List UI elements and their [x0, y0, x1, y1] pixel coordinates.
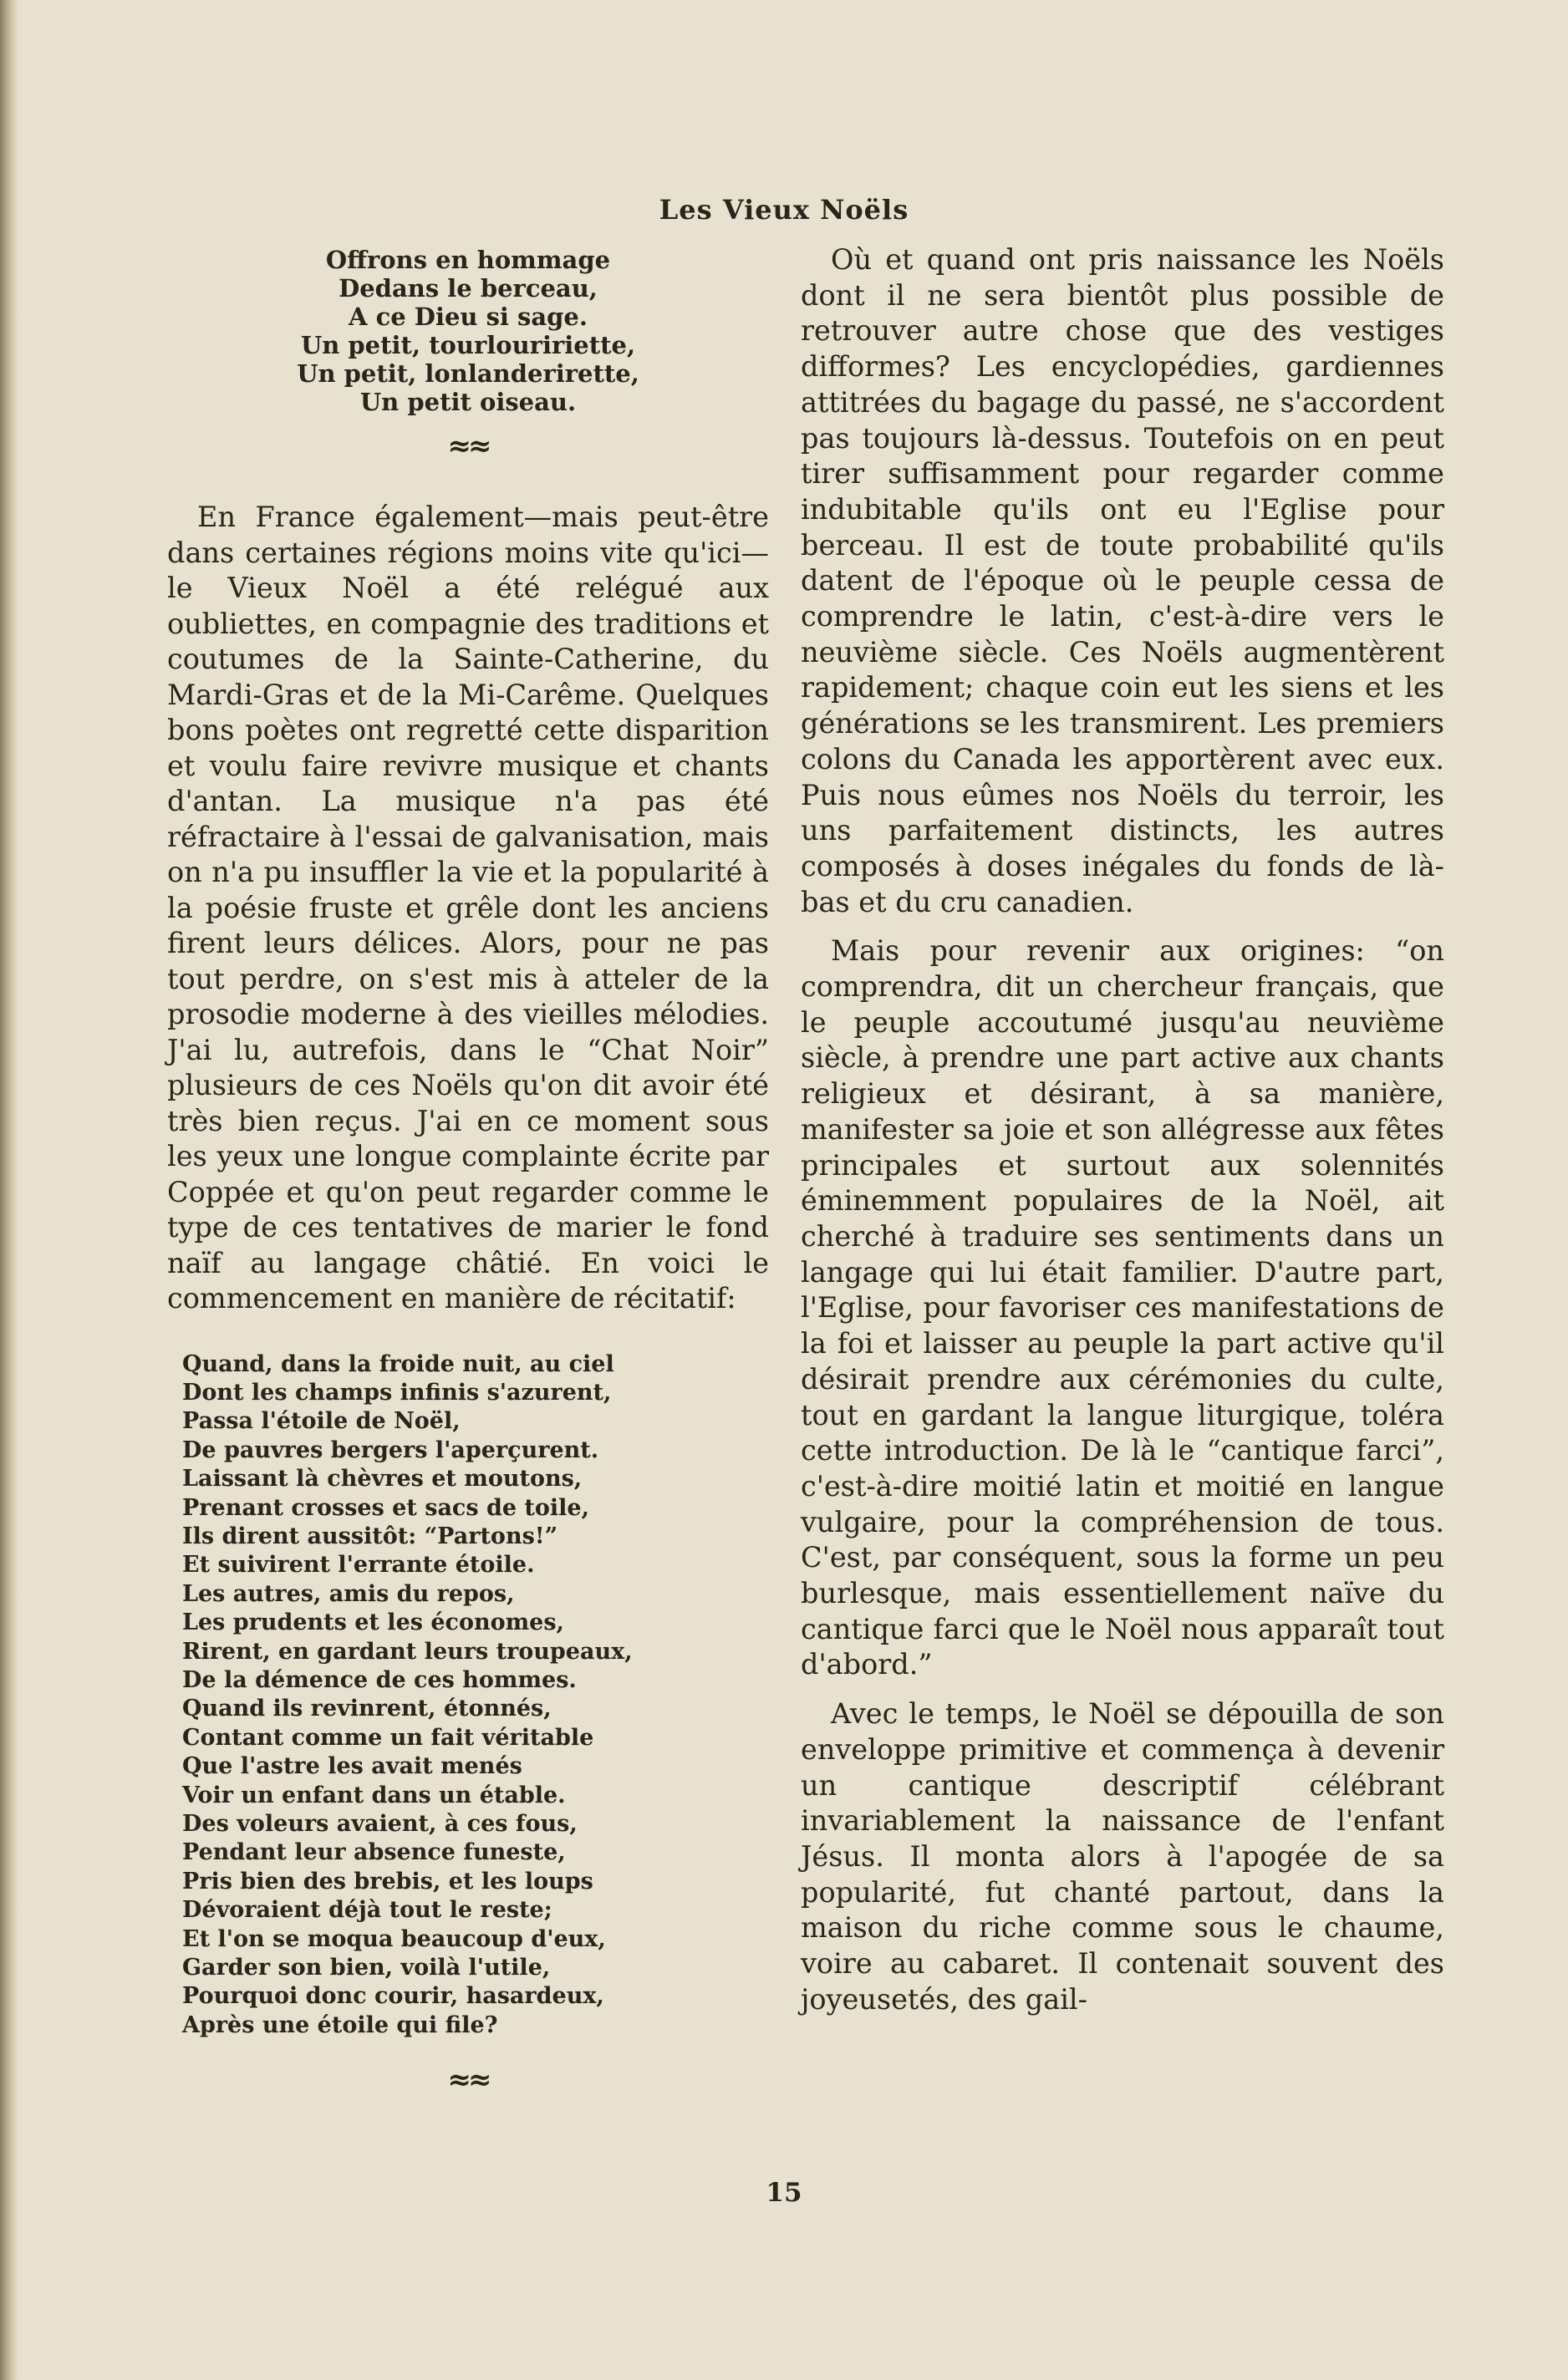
verse-line: De la démence de ces hommes. — [182, 1666, 577, 1693]
verse-line: Un petit, lonlanderirette, — [297, 359, 639, 388]
page-binding-edge — [0, 0, 18, 2380]
verse-line: Quand ils revinrent, étonnés, — [182, 1696, 552, 1722]
verse-line: Les autres, amis du repos, — [182, 1580, 515, 1607]
body-paragraph: Mais pour revenir aux origines: “on comprendra, dit un chercheur français, que le peuple accoutumé jusqu'au neuvième siècle, à prendre une part active aux chants religieux et désirant, à sa manière, manifester sa joie et son allégresse aux fêtes principales et surtout aux solennités éminemment populaires de la Noël, ait cherché à traduire ses sentiments dans un langage qui lui était familier. D'autre part, l'Eglise, pour favoriser ces manifestations de la foi et laisser au peuple la part active qu'il désirait prendre aux cérémonies du culte, tout en gardant la langue liturgique, toléra cette introduction. De là le “cantique farci”, c'est-à-dire moitié latin et moitié en langue vulgaire, pour la compréhension de tous. C'est, par conséquent, sous la forme un peu burlesque, mais essentiellement naïve du cantique farci que le Noël nous apparaît tout d'abord.” — [801, 934, 1444, 1681]
verse-line: Voir un enfant dans un étable. — [182, 1782, 566, 1808]
verse-line: Laissant là chèvres et moutons, — [182, 1466, 583, 1493]
verse-line: Garder son bien, voilà l'utile, — [182, 1955, 551, 1981]
verse-line: Passa l'étoile de Noël, — [182, 1408, 461, 1435]
verse-line: Contant comme un fait véritable — [182, 1724, 594, 1751]
verse-line: Dedans le berceau, — [339, 274, 598, 303]
verse-line: Dévoraient déjà tout le reste; — [182, 1897, 552, 1924]
ornament-divider: ≈≈ — [447, 2063, 489, 2098]
ornament-divider: ≈≈ — [447, 430, 489, 463]
verse-line: Les prudents et les économes, — [182, 1610, 564, 1636]
running-title: Les Vieux Noëls — [659, 194, 909, 226]
coppee-verse — [167, 1350, 769, 2041]
verse-line: Pendant leur absence funeste, — [182, 1839, 566, 1866]
left-column — [167, 242, 769, 2097]
opening-verse — [167, 242, 769, 416]
verse-line: Un petit oiseau. — [359, 388, 577, 416]
body-paragraph: Où et quand ont pris naissance les Noëls dont il ne sera bientôt plus possible de retrouver autre chose que des vestiges difformes? Les encyclopédies, gardiennes attitrées du bagage du passé, ne s'accordent pas toujours là-dessus. Toutefois on en peut tirer suffisamment pour regarder comme indubitable qu'ils ont eu l'Eglise pour berceau. Il est de toute probabilité qu'ils datent de l'époque où le peuple cessa de comprendre le latin, c'est-à-dire vers le neuvième siècle. Ces Noëls augmentèrent rapidement; chaque coin eut les siens et les générations se les transmirent. Les premiers colons du Canada les apportèrent avec eux. Puis nous eûmes nos Noëls du terroir, les uns parfaitement distincts, les autres composés à doses inégales du fonds de là-bas et du cru canadien. — [801, 243, 1444, 918]
page-number: 15 — [766, 2178, 802, 2208]
verse-line: Que l'astre les avait menés — [182, 1753, 522, 1780]
verse-line: Ils dirent aussitôt: “Partons!” — [182, 1523, 558, 1549]
body-paragraph: Avec le temps, le Noël se dépouilla de son enveloppe primitive et commença à devenir un cantique descriptif célébrant invariablement la naissance de l'enfant Jésus. Il monta alors à l'apogée de sa popularité, fut chanté partout, dans la maison du riche comme sous le chaume, voire au cabaret. Il contenait souvent des joyeusetés, des gail- — [801, 1697, 1444, 2016]
body-paragraph: En France également—mais peut-être dans certaines régions moins vite qu'ici—le Vieux Noël a été relégué aux oubliettes, en compagnie des traditions et coutumes de la Sainte-Catherine, du Mardi-Gras et de la Mi-Carême. Quelques bons poètes ont regretté cette disparition et voulu faire revivre musique et chants d'antan. La musique n'a pas été réfractaire à l'essai de galvanisation, mais on n'a pu insuffler la vie et la popularité à la poésie fruste et grêle dont les anciens firent leurs délices. Alors, pour ne pas tout perdre, on s'est mis à atteler de la prosodie moderne à des vieilles mélodies. J'ai lu, autrefois, dans le “Chat Noir” plusieurs de ces Noëls qu'on dit avoir été très bien reçus. J'ai en ce moment sous les yeux une longue complainte écrite par Coppée et qu'on peut regarder comme le type de ces tentatives de marier le fond naïf au langage châtié. En voici le commencement en manière de récitatif: — [167, 501, 769, 1315]
verse-line: Pourquoi donc courir, hasardeux, — [182, 1983, 604, 2010]
verse-line: Pris bien des brebis, et les loups — [182, 1868, 593, 1894]
verse-line: A ce Dieu si sage. — [349, 303, 588, 331]
verse-line: Un petit, tourlouririette, — [300, 331, 636, 359]
verse-line: Rirent, en gardant leurs troupeaux, — [182, 1638, 633, 1665]
verse-line: Quand, dans la froide nuit, au ciel — [182, 1350, 614, 1377]
verse-line: Et suivirent l'errante étoile. — [182, 1552, 535, 1579]
right-column — [801, 242, 1444, 2017]
verse-line: De pauvres bergers l'aperçurent. — [182, 1437, 599, 1463]
verse-line: Dont les champs infinis s'azurent, — [182, 1379, 612, 1406]
verse-line: Offrons en hommage — [325, 246, 611, 274]
verse-line: Après une étoile qui file? — [182, 2011, 498, 2038]
verse-line: Et l'on se moqua beaucoup d'eux, — [182, 1925, 606, 1952]
verse-line: Prenant crosses et sacs de toile, — [182, 1494, 590, 1521]
verse-line: Des voleurs avaient, à ces fous, — [182, 1811, 578, 1837]
